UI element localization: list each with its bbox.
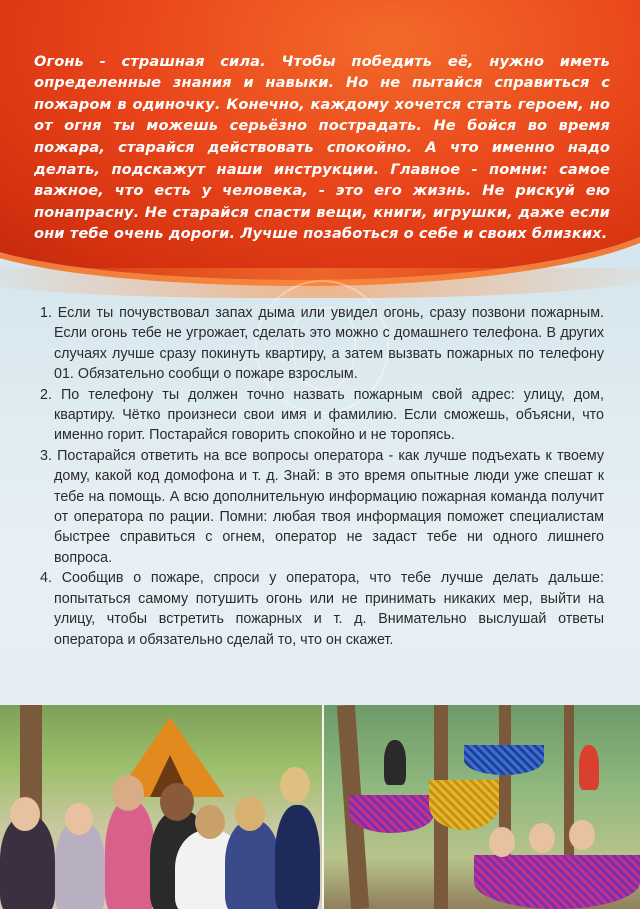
rule-item (40, 385, 604, 446)
child-head (160, 783, 194, 821)
rule-number: 3. (40, 447, 52, 464)
child-figure (105, 800, 155, 909)
hammock (349, 795, 434, 833)
rule-text: Сообщив о пожаре, спроси у оператора, что тебе лучше делать дальше: попытаться самому потушить огонь или не принимать никаких мер, выйти на улицу, чтобы встретить пожарных и т. д. Внимательно выслушай ответы оператора и обязательно сделай то, что он скажет. (54, 570, 604, 648)
photo-divider (322, 705, 324, 909)
rule-item (40, 568, 604, 650)
rule-text: Если ты почувствовал запах дыма или увидел огонь, сразу позвони пожарным. Если огонь тебе не угрожает, сделать это можно с домашнего телефона. В других случаях лучше сразу покинуть квартиру, а затем вызвать пожарных по телефону 01. Обязательно сообщи о пожаре взрослым. (54, 305, 604, 383)
child-head (65, 803, 93, 835)
child-figure (275, 805, 320, 909)
hammock (474, 855, 640, 909)
child-head (489, 827, 515, 857)
child-head (529, 823, 555, 853)
hammock (464, 745, 544, 775)
camping-tent-photo (0, 705, 322, 909)
adult-figure (384, 740, 406, 785)
child-head (195, 805, 225, 839)
rule-number: 2. (40, 386, 52, 403)
child-head (112, 775, 144, 811)
child-figure (225, 820, 280, 909)
rule-text: По телефону ты должен точно назвать пожарным свой адрес: улицу, дом, квартиру. Чётко произнеси свои имя и фамилию. Если сможешь, объясни, что именно горит. Постарайся говорить спокойно и не торопясь. (54, 386, 604, 444)
child-head (235, 797, 265, 831)
hammock (429, 780, 499, 830)
intro-paragraph: Огонь - страшная сила. Чтобы победить её, нужно иметь определенные знания и навыки. Но не пытайся справиться с пожаром в одиночку. Конечно, каждому хочется стать героем, но от огня ты можешь серьёзно пострадать. Не бойся во время пожара, старайся действовать спокойно. А что именно надо делать, подскажут наши инструкции. Главное - помни: самое важное, что есть у человека, - это его жизнь. Не рискуй ею понапрасну. Не старайся спасти вещи, книги, игрушки, даже если они тебе очень дороги. Лучше позаботься о себе и своих близких. (34, 52, 610, 243)
adult-figure (579, 745, 599, 790)
rule-number: 1. (40, 305, 52, 321)
rule-number: 4. (40, 570, 52, 587)
rule-item (40, 446, 604, 568)
child-head (569, 820, 595, 850)
rule-text: Постарайся ответить на все вопросы оператора - как лучше подъехать к твоему дому, какой код домофона и т. д. Знай: в это время опытные люди уже спешат к тебе на помощь. А всю дополнительную информацию пожарная команда получит от оператора по рации. Помни: любая твоя информация поможет специалистам быстрее справиться с огнем, оператор не задаст тебе ни одного лишнего вопроса. (54, 447, 604, 566)
child-head (280, 767, 310, 803)
photo-strip (0, 705, 640, 909)
safety-rules-list (40, 303, 604, 650)
hammocks-photo (324, 705, 640, 909)
rule-item (40, 303, 604, 385)
child-head (10, 797, 40, 831)
